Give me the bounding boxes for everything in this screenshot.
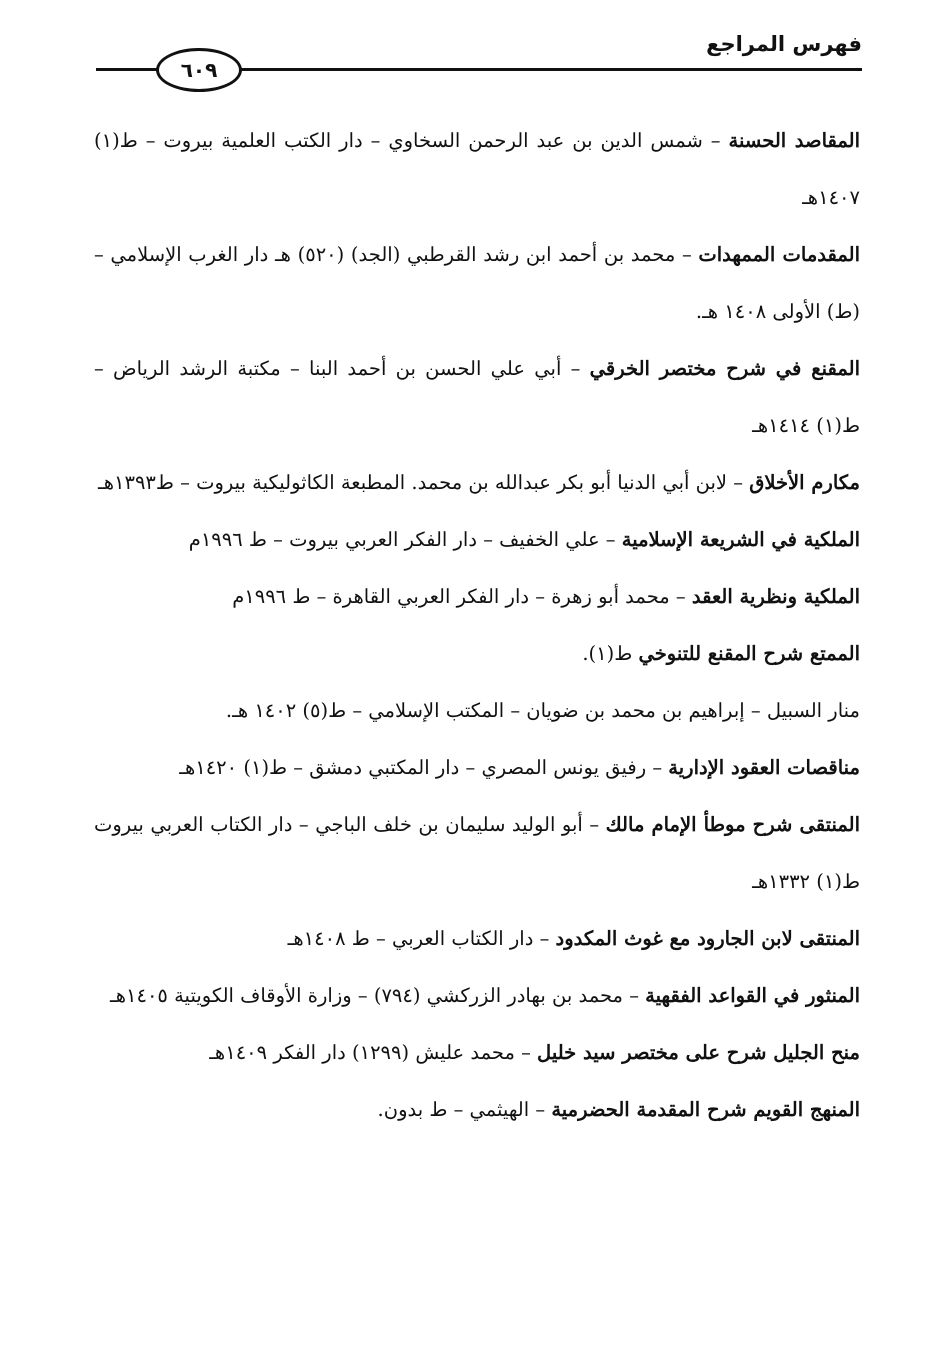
reference-entry (94, 625, 860, 682)
entry-title: الملكية في الشريعة الإسلامية (621, 528, 860, 551)
entry-details: – أبي علي الحسن بن أحمد البنا – مكتبة الرشد الرياض – ط(١) ١٤١٤هـ (94, 357, 860, 437)
page-title: فهرس المراجع (706, 32, 862, 56)
entry-details: – محمد بن أحمد ابن رشد القرطبي (الجد) (٥٢٠) هـ دار الغرب الإسلامي – (ط) الأولى ١٤٠٨ هـ. (94, 243, 860, 323)
entry-title: المقنع في شرح مختصر الخرقي (589, 357, 860, 380)
reference-list (94, 112, 860, 1138)
reference-entry (94, 796, 860, 910)
entry-title: الممتع شرح المقنع للتنوخي (638, 642, 860, 665)
entry-details: – رفيق يونس المصري – دار المكتبي دمشق – ط(١) ١٤٢٠هـ (179, 756, 669, 779)
entry-title: منح الجليل شرح على مختصر سيد خليل (537, 1041, 860, 1064)
reference-entry (94, 568, 860, 625)
entry-title: المنتقى شرح موطأ الإمام مالك (605, 813, 860, 836)
entry-details: – علي الخفيف – دار الفكر العربي بيروت – ط ١٩٩٦م (188, 528, 622, 551)
entry-title: منار السبيل (766, 699, 860, 722)
entry-details: – إبراهيم بن محمد بن ضويان – المكتب الإسلامي – ط(٥) ١٤٠٢ هـ. (225, 699, 767, 722)
entry-details: – شمس الدين بن عبد الرحمن السخاوي – دار الكتب العلمية بيروت – ط(١) ١٤٠٧هـ (94, 129, 860, 209)
entry-details: – محمد بن بهادر الزركشي (٧٩٤) – وزارة الأوقاف الكويتية ١٤٠٥هـ (110, 984, 646, 1007)
reference-entry (94, 910, 860, 967)
entry-details: – محمد أبو زهرة – دار الفكر العربي القاهرة – ط ١٩٩٦م (232, 585, 692, 608)
reference-entry (94, 112, 860, 226)
reference-entry (94, 340, 860, 454)
entry-title: المقدمات الممهدات (698, 243, 861, 266)
reference-entry (94, 1024, 860, 1081)
reference-entry (94, 454, 860, 511)
reference-entry (94, 226, 860, 340)
page-header (96, 28, 862, 100)
reference-entry (94, 511, 860, 568)
reference-entry (94, 1081, 860, 1138)
reference-entry (94, 682, 860, 739)
entry-details: – أبو الوليد سليمان بن خلف الباجي – دار الكتاب العربي بيروت ط(١) ١٣٣٢هـ (94, 813, 860, 893)
entry-title: المقاصد الحسنة (728, 129, 861, 152)
entry-title: المنثور في القواعد الفقهية (645, 984, 860, 1007)
entry-details: – محمد عليش (١٢٩٩) دار الفكر ١٤٠٩هـ (209, 1041, 538, 1064)
reference-entry (94, 967, 860, 1024)
entry-title: المنهج القويم شرح المقدمة الحضرمية (551, 1098, 860, 1121)
entry-details: ط(١). (582, 642, 639, 665)
entry-details: – الهيثمي – ط بدون. (377, 1098, 552, 1121)
entry-title: الملكية ونظرية العقد (691, 585, 860, 608)
entry-title: المنتقى لابن الجارود مع غوث المكدود (555, 927, 860, 950)
entry-details: – دار الكتاب العربي – ط ١٤٠٨هـ (287, 927, 556, 950)
page-number: ٦٠٩ (156, 48, 242, 92)
entry-title: مناقصات العقود الإدارية (668, 756, 860, 779)
entry-details: – لابن أبي الدنيا أبو بكر عبدالله بن محمد. المطبعة الكاثوليكية بيروت – ط١٣٩٣هـ (98, 471, 750, 494)
reference-entry (94, 739, 860, 796)
entry-title: مكارم الأخلاق (749, 471, 860, 494)
